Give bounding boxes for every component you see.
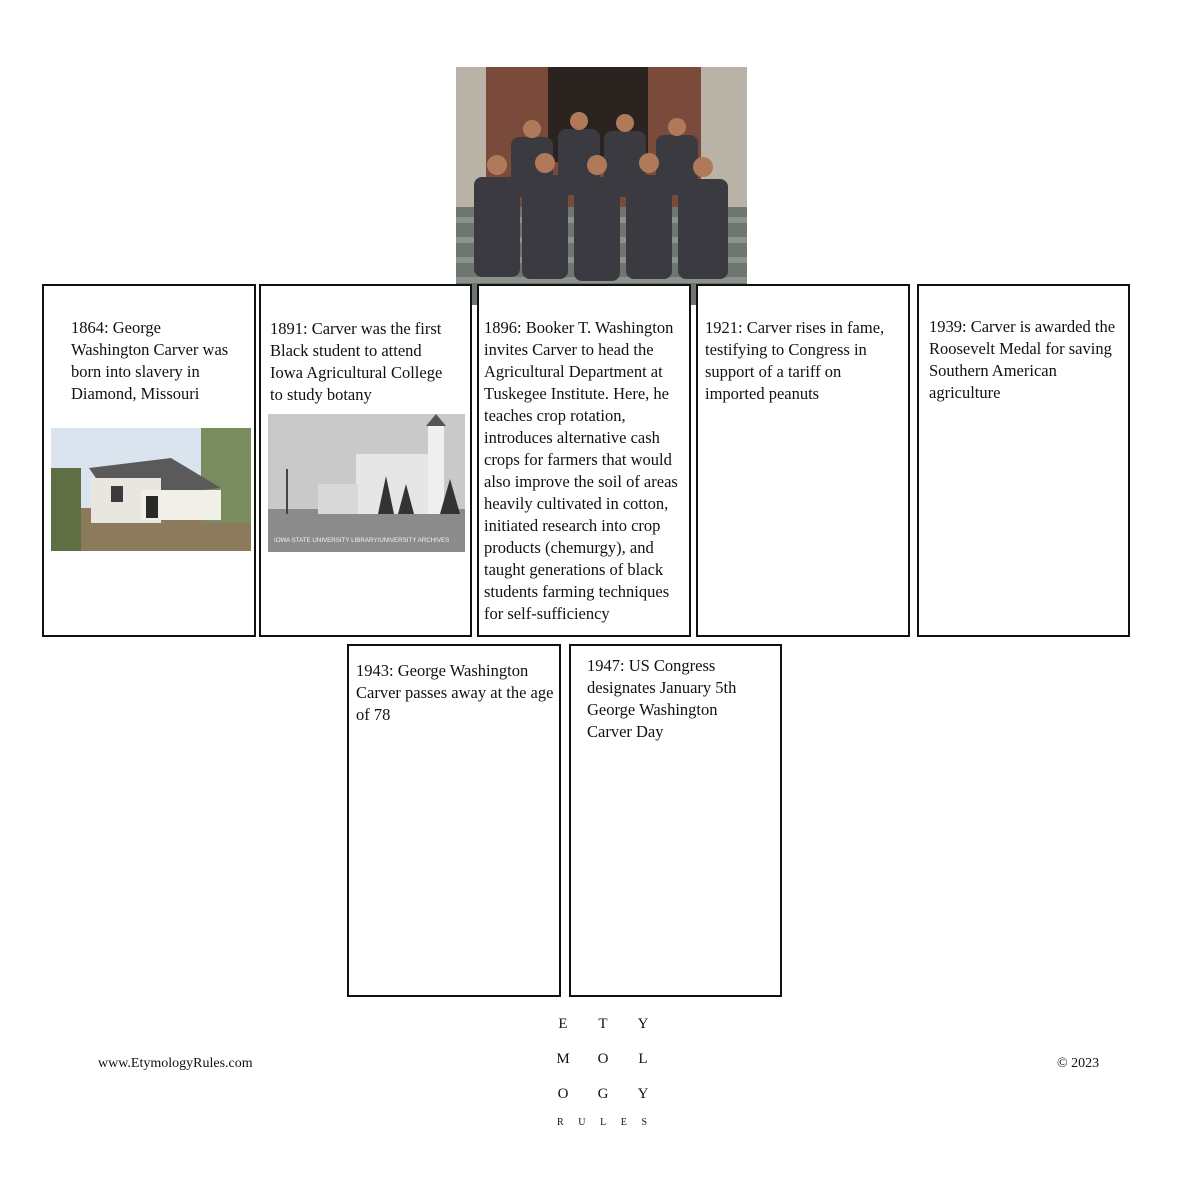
logo-letter: Y xyxy=(637,1086,649,1102)
website-link[interactable]: www.EtymologyRules.com xyxy=(98,1056,253,1071)
logo-rules-word xyxy=(557,1117,647,1128)
timeline-text-1921: 1921: Carver rises in fame, testifying to Congress in support of a tariff on imported peanuts xyxy=(705,318,885,403)
timeline-text-1939: 1939: Carver is awarded the Roosevelt Medal for saving Southern American agriculture xyxy=(929,317,1116,402)
logo-sub-letter: S xyxy=(641,1117,647,1128)
logo-sub-letter: L xyxy=(600,1117,607,1128)
tuskegee-faculty-photo xyxy=(456,67,747,305)
timeline-text-1864: 1864: George Washington Carver was born into slavery in Diamond, Missouri xyxy=(71,318,229,403)
timeline-text-1896: 1896: Booker T. Washington invites Carver to head the Agricultural Department at Tuskegee Institute. Here, he teaches crop rotation, introduces alternative cash crops for farmers that would also improve the soil of areas heavily cultivated in cotton, initiated research into crop products (chemurgy), and taught generations of black students farming techniques for self-sufficiency xyxy=(484,318,678,623)
carver-birthplace-photo xyxy=(51,428,251,551)
timeline-card-1943 xyxy=(347,644,561,997)
logo-row-1 xyxy=(553,1016,653,1033)
logo-letter: T xyxy=(598,1016,608,1032)
timeline-text-1943: 1943: George Washington Carver passes away at the age of 78 xyxy=(356,661,554,724)
logo-letter: O xyxy=(597,1051,609,1067)
logo-letter: M xyxy=(556,1051,570,1067)
logo-letter: G xyxy=(597,1086,609,1102)
tuskegee-faculty-photo-drawing xyxy=(456,67,747,305)
copyright-notice: © 2023 xyxy=(1057,1056,1100,1071)
logo-sub-letter: R xyxy=(557,1117,564,1128)
timeline-text-1891: 1891: Carver was the first Black student to attend Iowa Agricultural College to study botany xyxy=(270,319,443,404)
logo-sub-letter: U xyxy=(578,1117,586,1128)
timeline-card-1947 xyxy=(569,644,782,997)
timeline-card-1939 xyxy=(917,284,1130,637)
iowa-agricultural-college-photo xyxy=(268,414,465,552)
timeline-text-1947: 1947: US Congress designates January 5th George Washington Carver Day xyxy=(587,656,737,741)
etymology-rules-logo xyxy=(547,1016,659,1136)
logo-row-2 xyxy=(553,1051,653,1068)
logo-letter: O xyxy=(557,1086,569,1102)
timeline-card-1864 xyxy=(42,284,256,637)
timeline-card-1896 xyxy=(477,284,691,637)
carver-birthplace-photo-drawing xyxy=(51,428,251,551)
logo-letter: Y xyxy=(637,1016,649,1032)
logo-sub-letter: E xyxy=(620,1117,627,1128)
logo-letter: E xyxy=(558,1016,568,1032)
logo-row-3 xyxy=(553,1086,653,1103)
iowa-college-photo-drawing xyxy=(268,414,465,552)
logo-letter: L xyxy=(638,1051,648,1067)
timeline-card-1921 xyxy=(696,284,910,637)
timeline-card-1891 xyxy=(259,284,472,637)
iowa-photo-caption: IOWA STATE UNIVERSITY LIBRARY/UNIVERSITY ARCHIVES xyxy=(274,537,450,544)
